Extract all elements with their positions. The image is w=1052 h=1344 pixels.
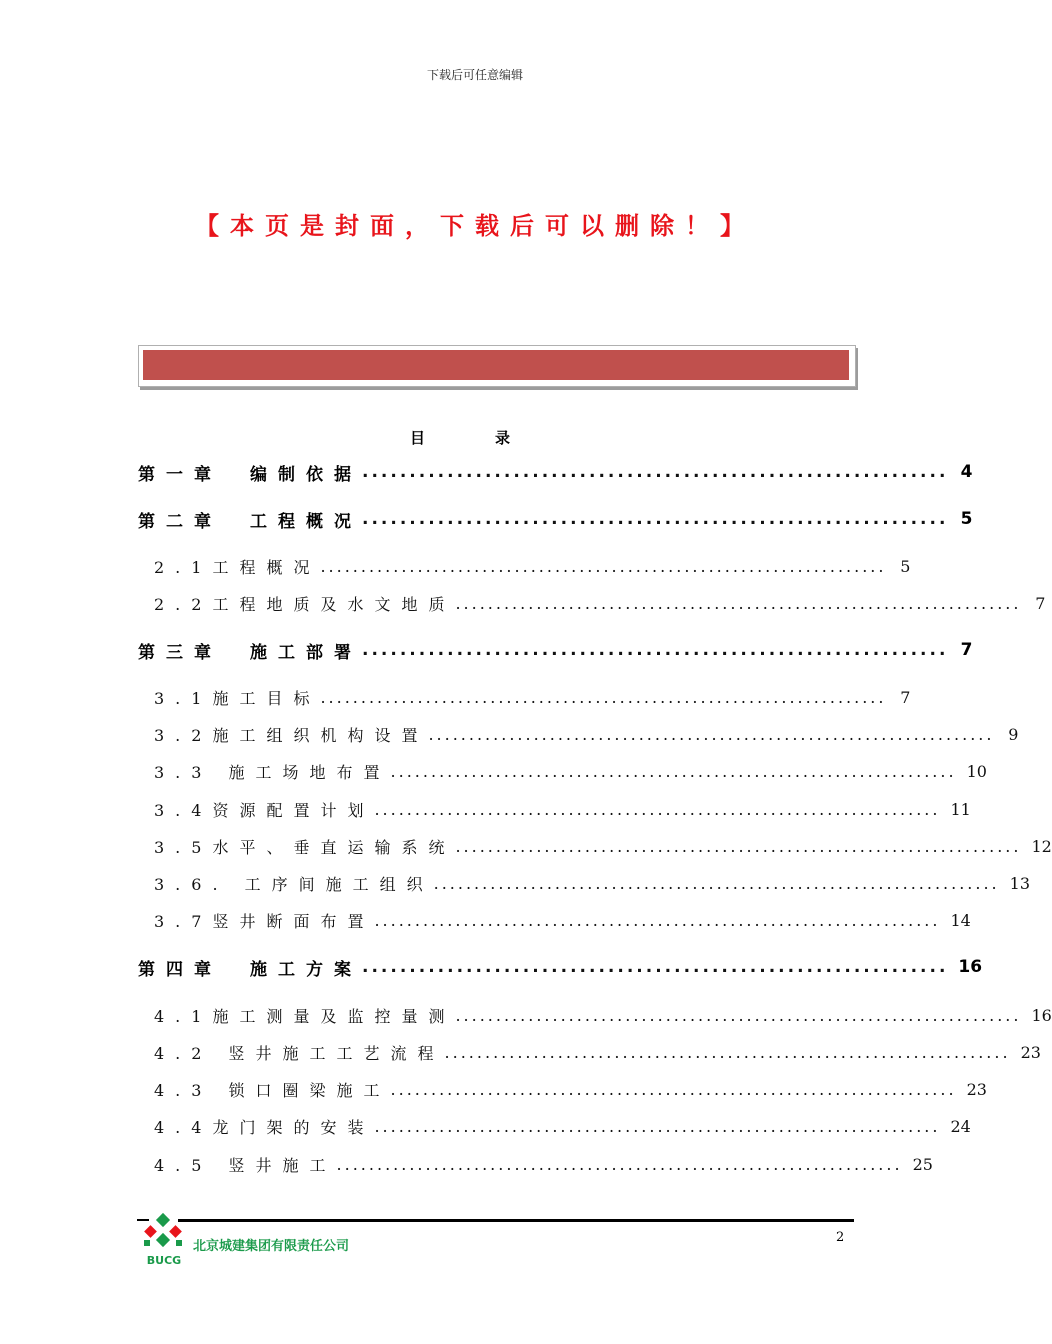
toc-entry-page: 5 [960,509,973,529]
toc-entry-label: 2.1工程概况 [154,557,321,577]
toc-entry-page: 5 [900,556,911,576]
toc-leader-dots: ...................................................................... [320,556,887,576]
toc-leader-dots: ...................................................................... [374,1116,941,1136]
company-name: 北京城建集团有限责任公司 [193,1239,350,1254]
toc-leader-dots: .............................................................. [362,509,949,529]
toc-leader-dots: ...................................................................... [374,799,941,819]
toc-leader-dots: ...................................................................... [390,1079,957,1099]
toc-entry[interactable] [154,554,911,578]
toc-entry-label: 3.6. 工序间施工组织 [154,874,434,894]
toc-entry-label: 3.3 施工场地布置 [154,762,391,782]
toc-leader-dots: ...................................................................... [336,1154,903,1174]
toc-entry-label: 第一章 编制依据 [138,464,362,485]
toc-entry[interactable] [154,685,911,709]
decorative-banner [138,345,856,387]
toc-entry-page: 24 [950,1116,971,1136]
toc-entry[interactable] [154,759,987,783]
toc-leader-dots: ...................................................................... [455,836,1022,856]
toc-entry[interactable] [138,460,973,485]
toc-entry-label: 4.3 锁口圈梁施工 [154,1080,391,1100]
toc-entry[interactable] [154,591,1046,615]
toc-entry-label: 3.2施工组织机构设置 [154,725,429,745]
toc-leader-dots: .............................................................. [362,640,949,660]
toc-leader-dots: .............................................................. [362,957,949,977]
toc-entry[interactable] [138,507,973,532]
toc-entry[interactable] [154,797,971,821]
page-number: 2 [836,1230,845,1245]
toc-entry[interactable] [154,1040,1041,1064]
toc-entry-page: 16 [958,957,983,977]
toc-entry[interactable] [138,638,973,663]
toc-entry-page: 10 [966,761,987,781]
toc-entry-label: 2.2工程地质及水文地质 [154,594,456,614]
bucg-logo-icon [140,1213,190,1269]
toc-entry-label: 第三章 施工部署 [138,642,362,663]
toc-leader-dots: ...................................................................... [320,687,887,707]
toc-entry[interactable] [154,1077,987,1101]
toc-leader-dots: ...................................................................... [374,910,941,930]
toc-entry-label: 3.7竖井断面布置 [154,911,375,931]
cover-notice: 【本页是封面，下载后可以删除！】 [195,212,755,240]
toc-entry-page: 25 [912,1154,933,1174]
toc-leader-dots: ...................................................................... [390,761,957,781]
toc-leader-dots: .............................................................. [362,462,949,482]
toc-entry-label: 4.2 竖井施工工艺流程 [154,1043,445,1063]
toc-entry-label: 第四章 施工方案 [138,959,362,980]
toc-title: 目录 [409,429,580,447]
toc-entry-page: 4 [960,462,973,482]
toc-leader-dots: ...................................................................... [444,1042,1011,1062]
toc-entry-page: 14 [950,910,971,930]
toc-entry-page: 7 [960,640,973,660]
toc-leader-dots: ...................................................................... [455,1005,1022,1025]
toc-entry[interactable] [138,955,983,980]
toc-entry-label: 第二章 工程概况 [138,511,362,532]
toc-entry-label: 4.1施工测量及监控量测 [154,1006,456,1026]
toc-entry[interactable] [154,1152,933,1176]
toc-entry[interactable] [154,1114,971,1138]
toc-entry-label: 3.5水平、垂直运输系统 [154,837,456,857]
toc-leader-dots: ...................................................................... [428,724,995,744]
toc-entry-label: 3.4资源配置计划 [154,800,375,820]
toc-entry[interactable] [154,722,1019,746]
header-note: 下载后可任意编辑 [426,68,523,82]
toc-entry-label: 4.4龙门架的安装 [154,1117,375,1137]
toc-entry-page: 23 [1020,1042,1041,1062]
toc-entry-page: 11 [950,799,971,819]
logo-text: BUCG [146,1254,182,1267]
toc-entry-page: 13 [1009,873,1030,893]
toc-entry-page: 7 [900,687,911,707]
banner-bar [143,350,849,380]
toc-entry[interactable] [154,834,1052,858]
toc-entry[interactable] [154,871,1030,895]
toc-entry-label: 4.5 竖井施工 [154,1155,337,1175]
toc-entry[interactable] [154,1003,1052,1027]
toc-leader-dots: ...................................................................... [433,873,1000,893]
toc-entry-page: 7 [1035,593,1046,613]
toc-entry-page: 12 [1031,836,1052,856]
toc-leader-dots: ...................................................................... [455,593,1022,613]
footer-rule [178,1219,854,1222]
toc-entry-page: 23 [966,1079,987,1099]
toc-entry[interactable] [154,908,971,932]
toc-entry-label: 3.1施工目标 [154,688,321,708]
toc-entry-page: 9 [1008,724,1019,744]
toc-entry-page: 16 [1031,1005,1052,1025]
